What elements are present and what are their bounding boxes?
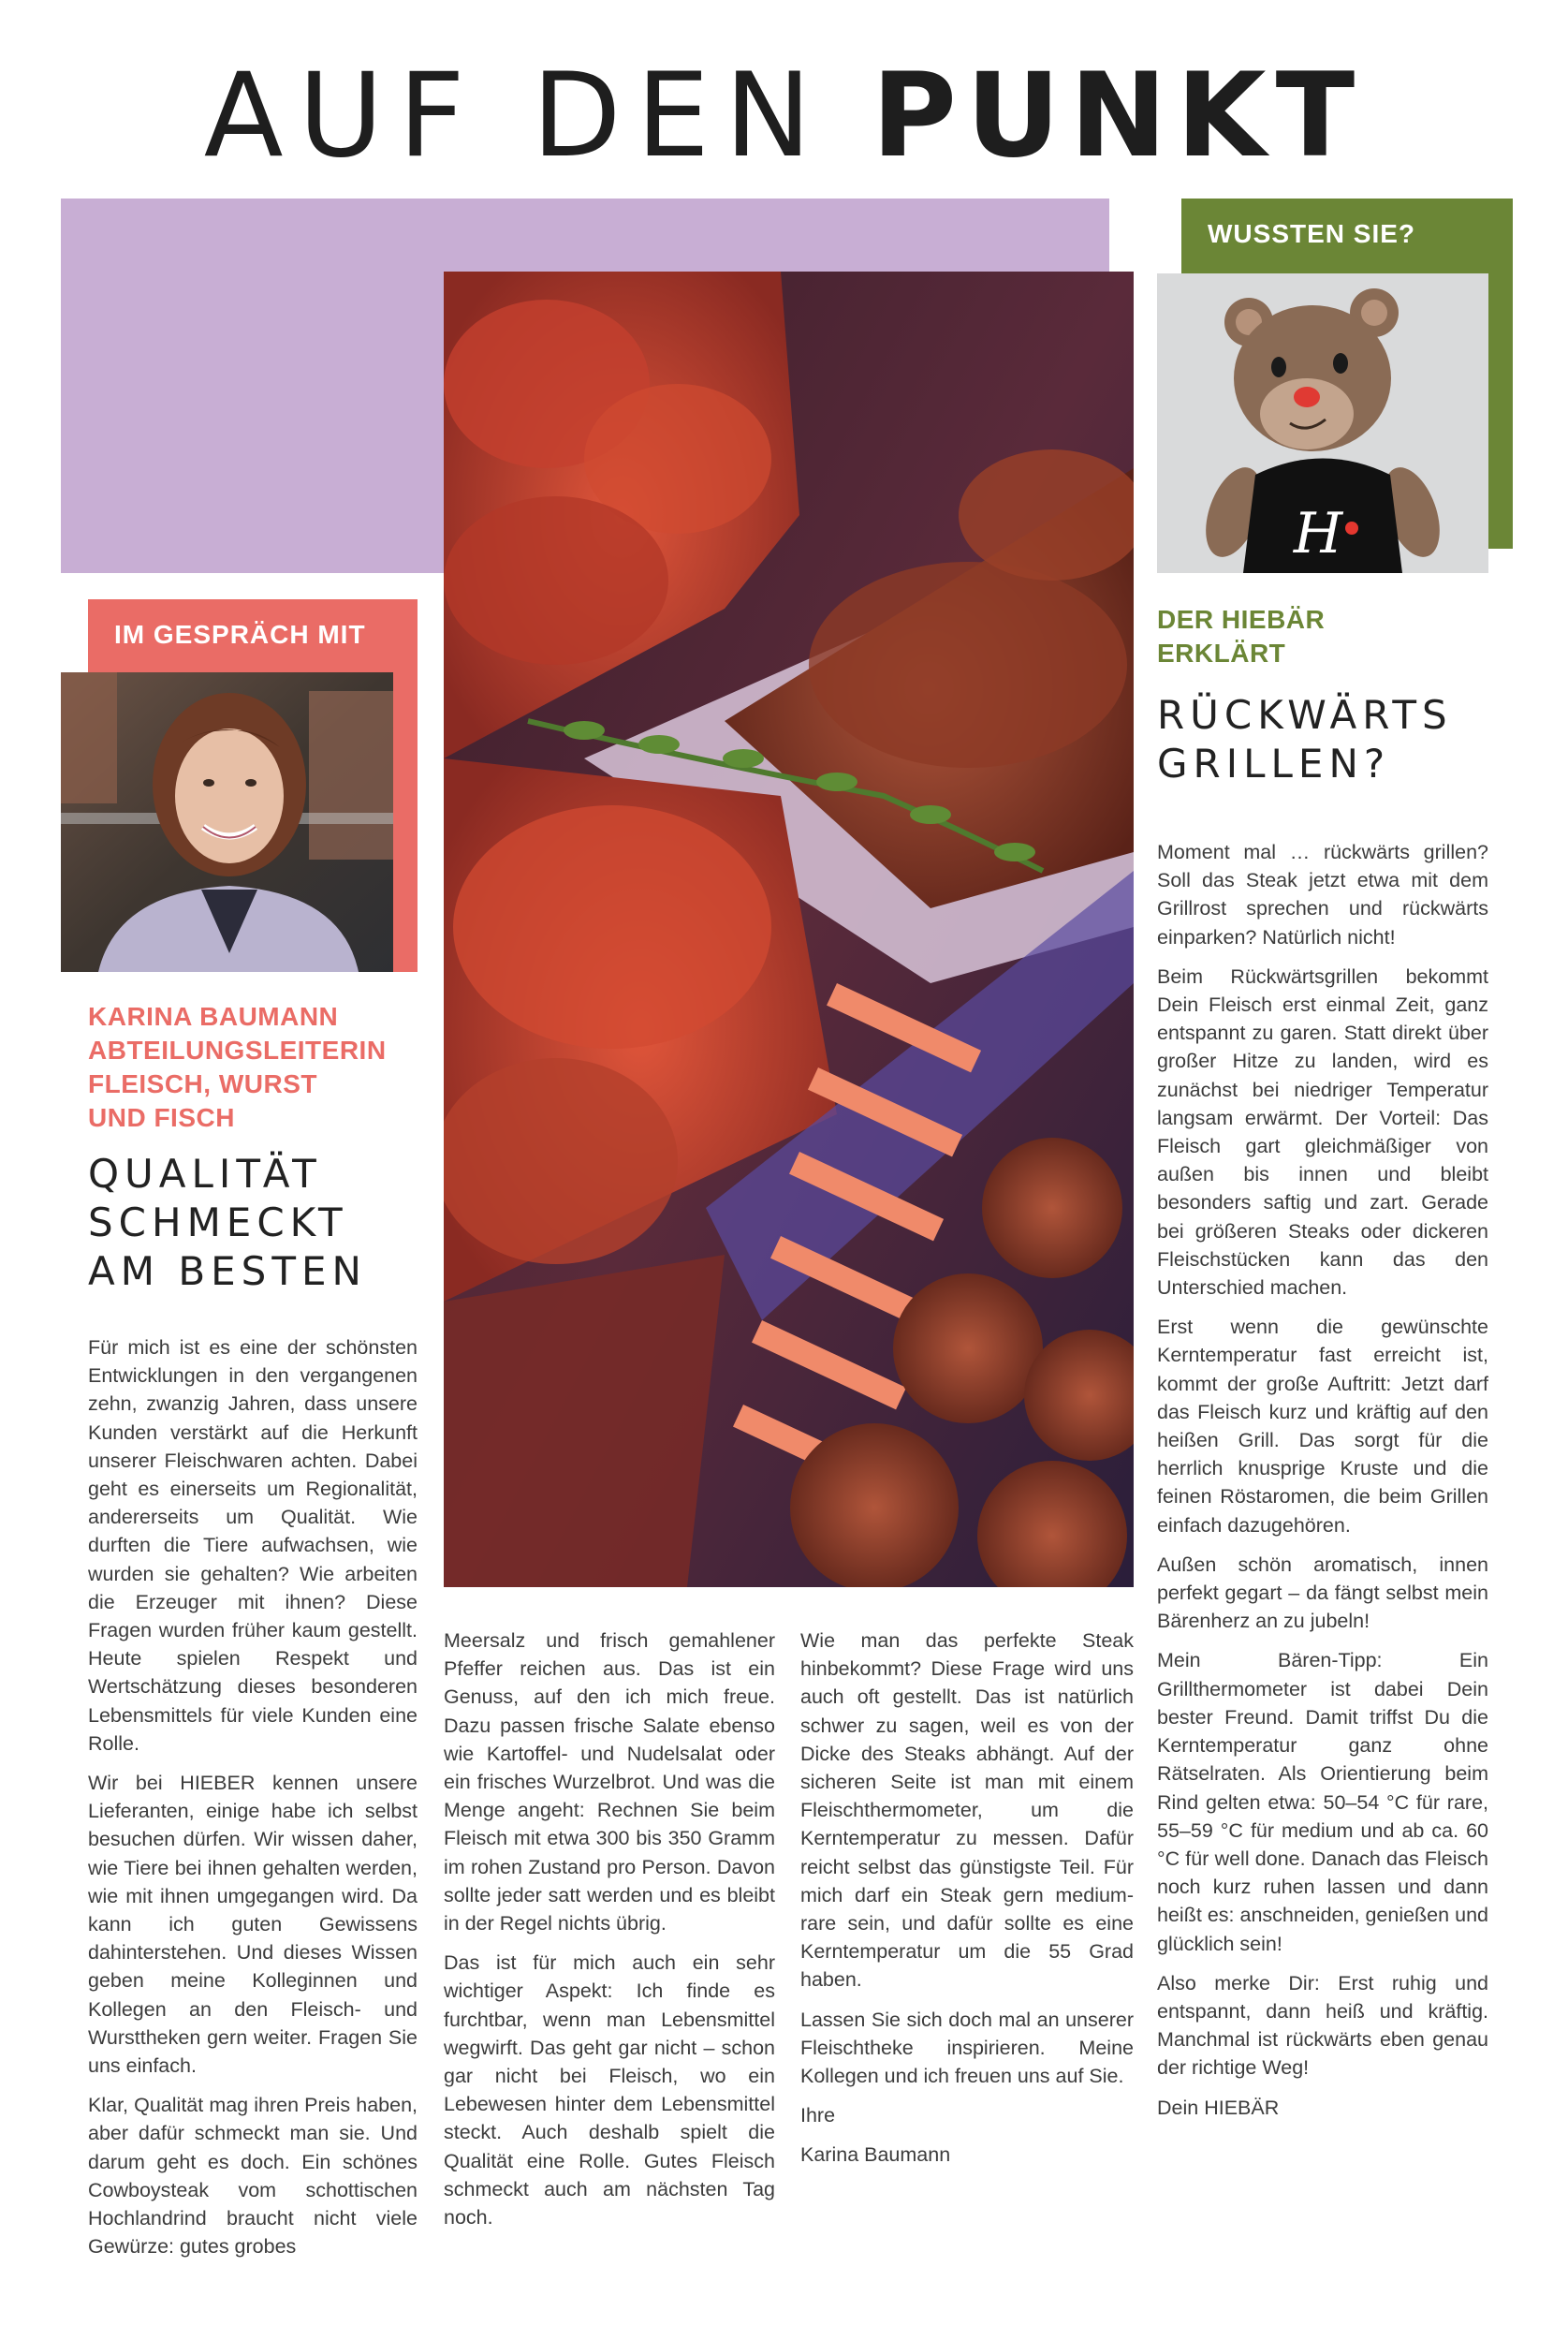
did-you-know-label: WUSSTEN SIE? [1208,219,1416,248]
bear-label-line: ERKLÄRT [1157,639,1286,668]
interview-label: IM GESPRÄCH MIT [114,620,366,649]
portrait-photo [61,672,393,972]
portrait-illustration [61,672,393,972]
bear-mascot-image [1157,273,1488,573]
paragraph: Für mich ist es eine der schönsten Entwicklungen in den vergangenen zehn, zwanzig Jahren, dass unsere Kunden verstärkt auf die Herkunft unserer Fleischwaren achten. Dabei geht es einerseits um Regionalität, andererseits um Qualität. Wie durften die Tiere aufwachsen, wie wurden sie gehalten? Wie arbeiten die Erzeuger mit ihnen? Diese Fragen wurden früher kaum gestellt. Heute spielen Respekt und Wertschätzung dieses besonderen Lebensmittels für viele Kunden eine Rolle. [88,1336,418,1755]
paragraph: Meersalz und frisch gemahlener Pfeffer reichen aus. Das ist ein Genuss, auf den ich mich freue. Dazu passen frische Salate ebenso wie Kartoffel- und Nudelsalat oder ein frisches Wurzelbrot. Und was die Menge angeht: Rechnen Sie beim Fleisch mit etwa 300 bis 350 Gramm im rohen Zustand pro Person. Davon sollte jeder satt werden und es bleibt in der Regel nichts übrig. [444,1629,775,1935]
interview-headline [88,1150,444,1296]
closing-salutation: Ihre [800,2104,836,2127]
paragraph: Wie man das perfekte Steak hinbekommt? Diese Frage wird uns auch oft gestellt. Das ist natürlich schwer zu sagen, weil es von der Dicke des Steaks abhängt. Auf der sicheren Seite ist man mit einem Fleischthermometer, um die Kerntemperatur zu messen. Dafür reicht selbst das günstigste Teil. Für mich darf ein Steak gern medium-rare sein, und dafür sollte es eine Kerntemperatur um die 55 Grad haben. [800,1629,1134,1992]
title-bold-part: PUNKT [872,49,1365,184]
name-line: UND FISCH [88,1103,235,1132]
paragraph: Klar, Qualität mag ihren Preis haben, aber dafür schmeckt man sie. Und darum geht es doch. Ein schönes Cowboysteak vom schottischen Hochlandrind braucht nicht viele Gewürze: gutes grobes [88,2094,418,2259]
page-title [0,49,1568,184]
paragraph: Beim Rückwärtsgrillen bekommt Dein Fleisch erst einmal Zeit, ganz entspannt zu garen. Statt direkt über großer Hitze zu landen, wird es zunächst bei niedriger Temperatur langsam erwärmt. Der Vorteil: Das Fleisch gart gleichmäßiger von außen bis innen und bleibt besonders saftig und zart. Gerade bei größeren Steaks oder dickeren Fleischstücken kann das den Unterschied machen. [1157,964,1488,1300]
bear-explains-label [1157,603,1494,670]
title-light-part: AUF DEN [203,49,827,184]
headline-line: AM BESTEN [88,1248,367,1294]
paragraph: Lassen Sie sich doch mal an unserer Fleischtheke inspirieren. Meine Kollegen und ich freuen uns auf Sie. [800,2008,1134,2088]
paragraph: Erst wenn die gewünschte Kerntemperatur fast erreicht ist, kommt der große Auftritt: Jetzt darf das Fleisch kurz und kräftig auf den heißen Grill. Das sorgt für die herrlich knusprige Kruste und die feinen Röstaromen, die beim Grillen einfach dazugehören. [1157,1316,1488,1537]
signature-name: Karina Baumann [800,2143,951,2167]
shirt-logo-glyph: H [1293,501,1343,567]
paragraph: Moment mal … rückwärts grillen? Soll das Steak jetzt etwa mit dem Grillrost sprechen und rückwärts einparken? Natürlich nicht! [1157,841,1488,949]
name-line: KARINA BAUMANN [88,1002,339,1031]
bear-headline [1157,691,1513,788]
meat-counter-photo [444,272,1134,1587]
bear-text-column [1157,838,1488,2133]
interview-text-column-1 [88,1333,418,2273]
name-line: FLEISCH, WURST [88,1069,317,1098]
name-line: ABTEILUNGSLEITERIN [88,1036,387,1065]
bear-label-line: DER HIEBÄR [1157,605,1326,634]
bear-signature: Dein HIEBÄR [1157,2096,1280,2119]
interview-text-column-2 [444,1626,775,2243]
headline-line: QUALITÄT [88,1151,322,1197]
headline-line: RÜCKWÄRTS [1157,692,1453,738]
paragraph: Also merke Dir: Erst ruhig und entspannt, dann heiß und kräftig. Manchmal ist rückwärts eben genau der richtige Weg! [1157,1971,1488,2080]
bear-mascot-illustration [1157,273,1488,573]
meat-skewers-illustration [444,272,1134,1587]
paragraph: Wir bei HIEBER kennen unsere Lieferanten, einige habe ich selbst besuchen dürfen. Wir wissen daher, wie Tiere bei ihnen gehalten werden, wie mit ihnen umgegangen wird. Da kann ich guten Gewissens dahinterstehen. Und dieses Wissen geben meine Kolleginnen und Kollegen an den Fleisch- und Wursttheken gern weiter. Fragen Sie uns einfach. [88,1772,418,2078]
headline-line: SCHMECKT [88,1199,348,1245]
paragraph: Das ist für mich auch ein sehr wichtiger Aspekt: Ich finde es furchtbar, wenn man Lebensmittel wegwirft. Das geht gar nicht – schon gar nicht bei Fleisch, wo ein Lebewesen hinter dem Lebensmittel steckt. Auch deshalb spielt die Qualität eine Rolle. Gutes Fleisch schmeckt auch am nächsten Tag noch. [444,1951,775,2230]
paragraph: Mein Bären-Tipp: Ein Grillthermometer ist dabei Dein bester Freund. Damit triffst Du die Kerntemperatur ganz ohne Rätselraten. Als Orientierung beim Rind gelten etwa: 50–54 °C für rare, 55–59 °C für medium und ab ca. 60 °C für well done. Danach das Fleisch noch kurz ruhen lassen und dann heißt es: anschneiden, genießen und glücklich sein! [1157,1649,1488,1955]
headline-line: GRILLEN? [1157,741,1391,787]
interview-text-column-3 [800,1626,1134,2181]
interviewee-name-title [88,1000,425,1135]
paragraph: Außen schön aromatisch, innen perfekt gegart – da fängt selbst mein Bärenherz an zu jubeln! [1157,1553,1488,1633]
